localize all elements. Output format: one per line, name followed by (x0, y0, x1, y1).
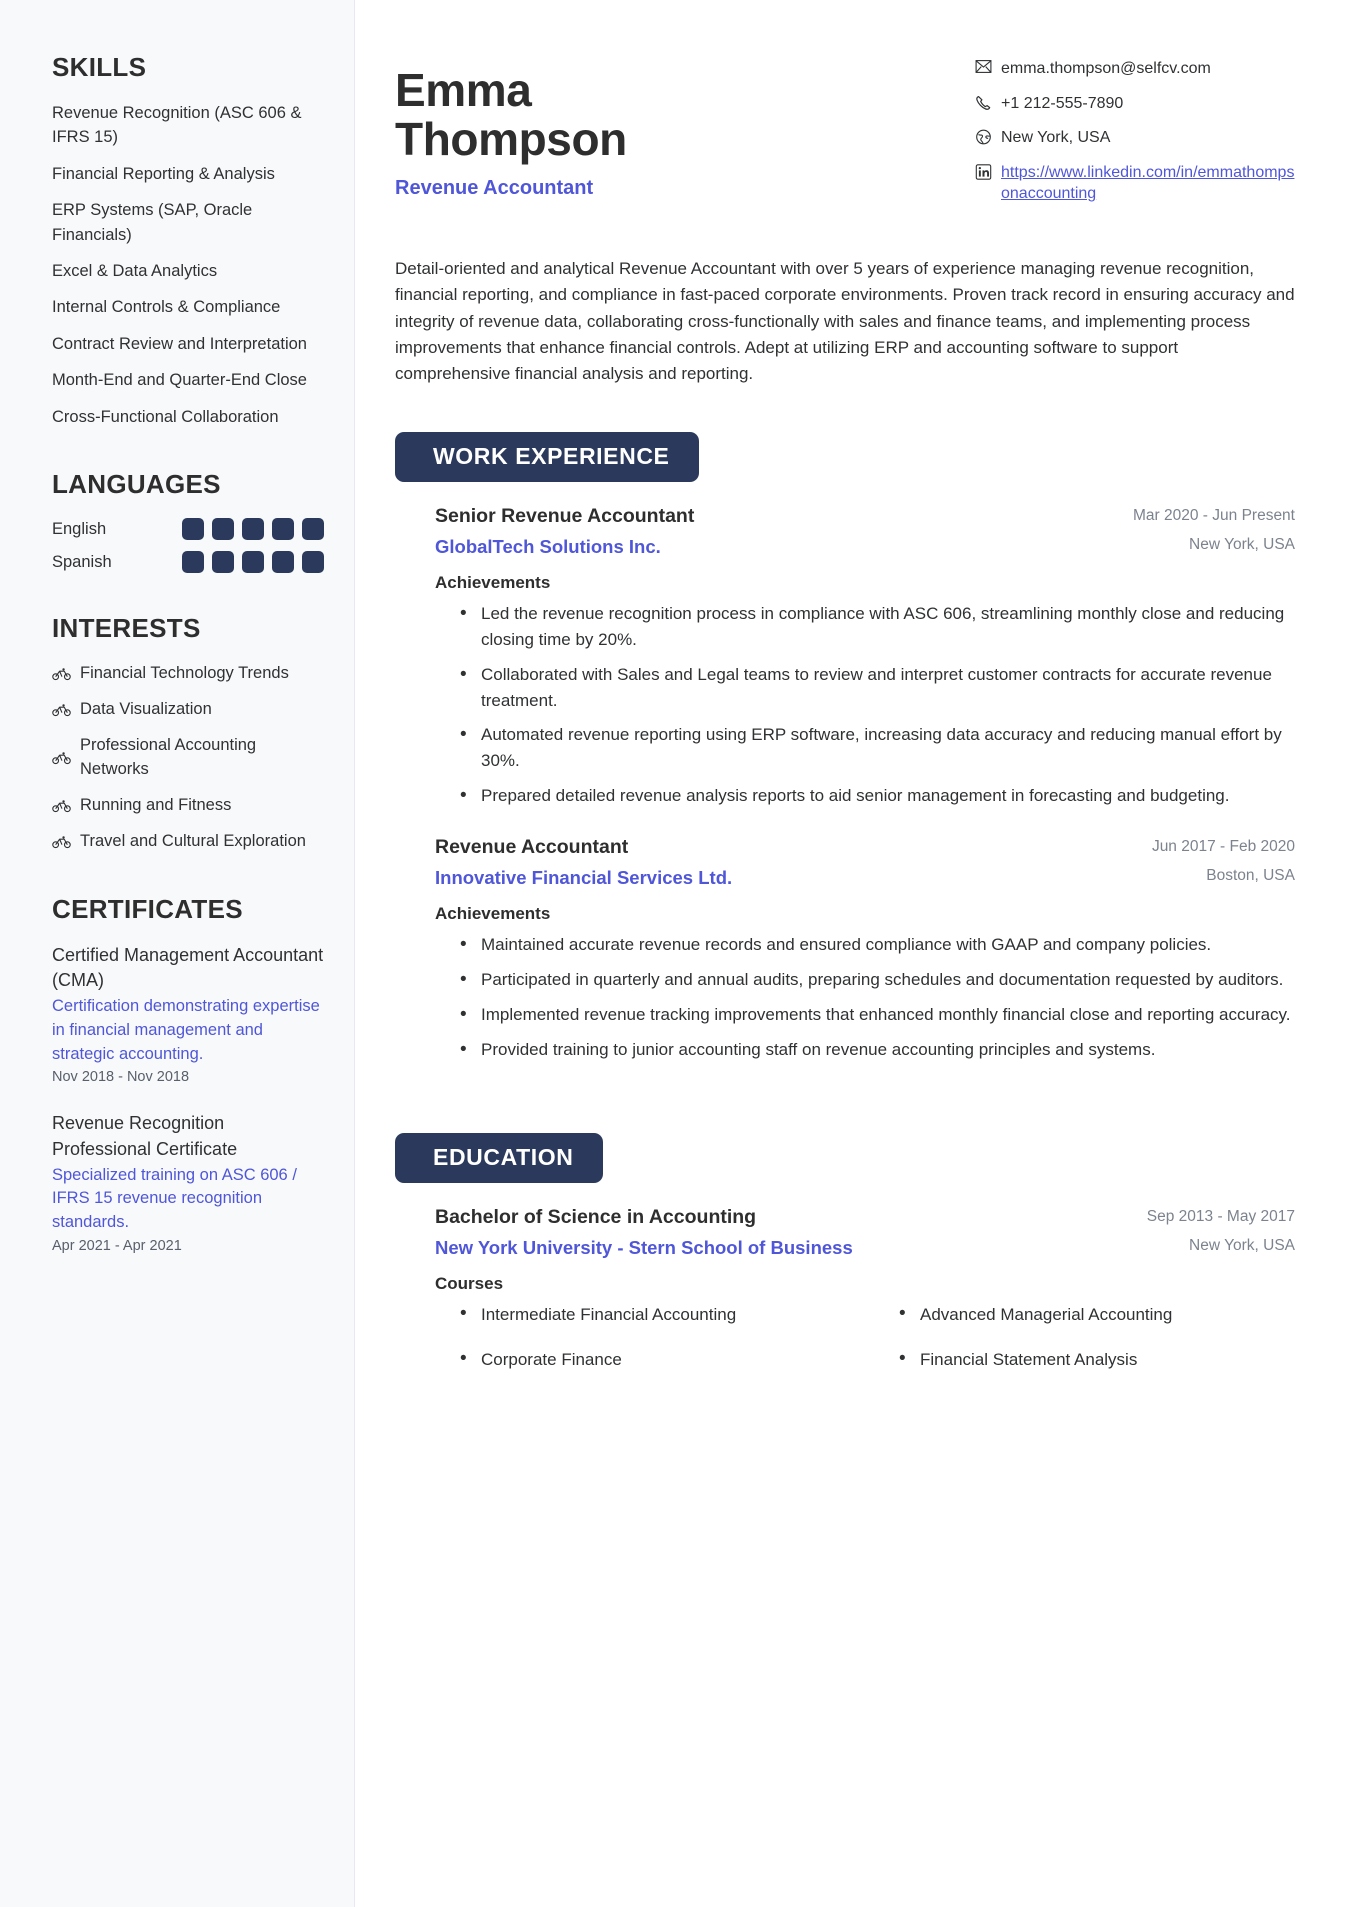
contact-list (975, 52, 1295, 218)
achievements-label: Achievements (435, 904, 551, 924)
achievement-item: • Collaborated with Sales and Legal teams to review and interpret customer contracts for accurate revenue treatment. (435, 662, 1295, 714)
language-level-spanish (182, 551, 324, 573)
contact-email-text[interactable]: emma.thompson@selfcv.com (1001, 60, 1211, 77)
contact-linkedin-link[interactable]: https://www.linkedin.com/in/emmathompsonaccounting (1001, 163, 1295, 203)
achievement-item: • Maintained accurate revenue records and ensured compliance with GAAP and company policies. (435, 932, 1295, 958)
achievements-list (435, 932, 1295, 1062)
certificate-date: Nov 2018 - Nov 2018 (52, 1069, 190, 1086)
interest-item (52, 830, 324, 854)
interest-item (52, 662, 324, 686)
interest-item (52, 794, 324, 818)
skill-item: Month-End and Quarter-End Close (52, 371, 307, 390)
level-dot (302, 551, 324, 573)
contact-location (975, 127, 1295, 149)
certificates-section (52, 894, 324, 1255)
bicycle-icon (52, 667, 71, 681)
last-name: Thompson (395, 112, 627, 165)
education-entry-header (435, 1205, 1295, 1260)
course-item: • Intermediate Financial Accounting (435, 1302, 856, 1328)
interest-label: Running and Fitness (80, 795, 232, 814)
certificate-name: Certified Management Accountant (CMA) (52, 944, 324, 991)
achievement-item: • Led the revenue recognition process in compliance with ASC 606, streamlining monthly close and reducing closing time by 20%. (435, 601, 1295, 653)
candidate-role: Revenue Accountant (395, 176, 594, 199)
achievement-item: • Prepared detailed revenue analysis reports to aid senior management in forecasting and budgeting. (435, 783, 1295, 809)
level-dot (242, 551, 264, 573)
achievement-item: • Implemented revenue tracking improvements that enhanced monthly financial close and reporting accuracy. (435, 1002, 1295, 1028)
bicycle-icon (52, 751, 71, 765)
interest-label: Travel and Cultural Exploration (80, 831, 306, 850)
certificate-item (52, 943, 324, 1086)
main-content (355, 0, 1350, 1907)
level-dot (212, 551, 234, 573)
skills-heading: SKILLS (52, 52, 147, 82)
achievement-item: • Participated in quarterly and annual audits, preparing schedules and documentation requested by auditors. (435, 967, 1295, 993)
education-heading: EDUCATION (395, 1133, 603, 1183)
candidate-name (395, 66, 627, 164)
interests-heading: INTERESTS (52, 613, 201, 644)
work-entry-meta (1133, 504, 1295, 554)
work-entry-main (435, 504, 694, 559)
skill-item: Revenue Recognition (ASC 606 & IFRS 15) (52, 104, 302, 147)
interest-item (52, 734, 324, 782)
job-date: Jun 2017 - Feb 2020 (1151, 837, 1295, 855)
course-item: • Financial Statement Analysis (874, 1347, 1295, 1373)
education-entry-main (435, 1205, 853, 1260)
phone-icon (975, 95, 992, 111)
skill-item: Internal Controls & Compliance (52, 298, 281, 317)
certificate-description: Specialized training on ASC 606 / IFRS 15 revenue recognition standards. (52, 1165, 297, 1232)
envelope-icon (975, 60, 992, 73)
company-name: Innovative Financial Services Ltd. (435, 867, 733, 889)
work-entry-main (435, 835, 732, 890)
first-name: Emma (395, 64, 532, 116)
work-entry-header (435, 504, 1295, 559)
achievements-list (435, 601, 1295, 809)
interests-section (52, 613, 324, 854)
certificate-description: Certification demonstrating expertise in financial management and strategic accounting. (52, 996, 320, 1063)
level-dot (182, 551, 204, 573)
interest-label: Financial Technology Trends (80, 664, 289, 683)
education-entry (395, 1205, 1295, 1373)
skill-item: Contract Review and Interpretation (52, 334, 307, 353)
contact-phone-text[interactable]: +1 212-555-7890 (1001, 94, 1124, 112)
bicycle-icon (52, 799, 71, 813)
education-location: New York, USA (1189, 1236, 1295, 1254)
job-title: Revenue Accountant (435, 835, 629, 858)
language-row (52, 518, 324, 540)
degree-title: Bachelor of Science in Accounting (435, 1205, 757, 1228)
level-dot (242, 518, 264, 540)
globe-icon (975, 129, 992, 145)
skills-section (52, 52, 324, 429)
work-entry (395, 504, 1295, 809)
courses-label: Courses (435, 1273, 504, 1293)
level-dot (272, 551, 294, 573)
skill-item: Excel & Data Analytics (52, 262, 218, 281)
bicycle-icon (52, 703, 71, 717)
skills-list (52, 101, 324, 429)
language-level-english (182, 518, 324, 540)
contact-email (975, 58, 1295, 80)
level-dot (272, 518, 294, 540)
level-dot (302, 518, 324, 540)
contact-location-text: New York, USA (1001, 129, 1111, 147)
education-entry-meta (1147, 1205, 1295, 1255)
bicycle-icon (52, 835, 71, 849)
languages-section (52, 469, 324, 573)
language-name: English (52, 519, 107, 538)
sidebar (0, 0, 355, 1907)
skill-item: Cross-Functional Collaboration (52, 407, 279, 426)
school-name: New York University - Stern School of Business (435, 1236, 853, 1258)
certificate-name: Revenue Recognition Professional Certificate (52, 1113, 238, 1159)
company-name: GlobalTech Solutions Inc. (435, 536, 661, 558)
education-date: Sep 2013 - May 2017 (1146, 1207, 1295, 1225)
work-entry (395, 835, 1295, 1063)
achievement-item: • Automated revenue reporting using ERP software, increasing data accuracy and reducing manual effort by 30%. (435, 722, 1295, 774)
professional-summary: Detail-oriented and analytical Revenue Accountant with over 5 years of experience managing revenue recognition, financial reporting, and compliance in fast-paced corporate environments. Proven track record in ensuring accuracy and integrity of revenue data, collaborating cross-functionally with sales and finance teams, and implementing process improvements that enhance financial controls. Adept at utilizing ERP and accounting software to support comprehensive financial analysis and reporting. (395, 258, 1295, 384)
interest-label: Data Visualization (80, 699, 212, 718)
interest-label: Professional Accounting Networks (80, 735, 257, 778)
languages-heading: LANGUAGES (52, 469, 221, 500)
interest-item (52, 698, 324, 722)
work-experience-heading: WORK EXPERIENCE (395, 432, 699, 482)
resume-header (395, 52, 1295, 218)
courses-list (435, 1302, 1295, 1373)
achievement-item: • Provided training to junior accounting staff on revenue accounting principles and systems. (435, 1037, 1295, 1063)
job-location: Boston, USA (1206, 866, 1295, 884)
language-name: Spanish (52, 552, 112, 571)
work-entry-meta (1152, 835, 1295, 885)
contact-linkedin (975, 162, 1295, 205)
certificates-heading: CERTIFICATES (52, 893, 243, 924)
course-item: • Corporate Finance (435, 1347, 856, 1373)
skill-item: Financial Reporting & Analysis (52, 164, 275, 183)
identity-block (395, 52, 627, 218)
certificate-date: Apr 2021 - Apr 2021 (52, 1238, 182, 1255)
job-title: Senior Revenue Accountant (435, 504, 695, 527)
level-dot (182, 518, 204, 540)
work-entry-header (435, 835, 1295, 890)
achievements-label: Achievements (435, 573, 551, 593)
job-location: New York, USA (1189, 535, 1295, 553)
skill-item: ERP Systems (SAP, Oracle Financials) (52, 201, 253, 244)
level-dot (212, 518, 234, 540)
job-date: Mar 2020 - Jun Present (1133, 506, 1295, 524)
linkedin-icon (975, 164, 992, 180)
course-item: • Advanced Managerial Accounting (874, 1302, 1295, 1328)
certificate-item (52, 1111, 324, 1254)
contact-phone (975, 93, 1295, 115)
language-row (52, 551, 324, 573)
